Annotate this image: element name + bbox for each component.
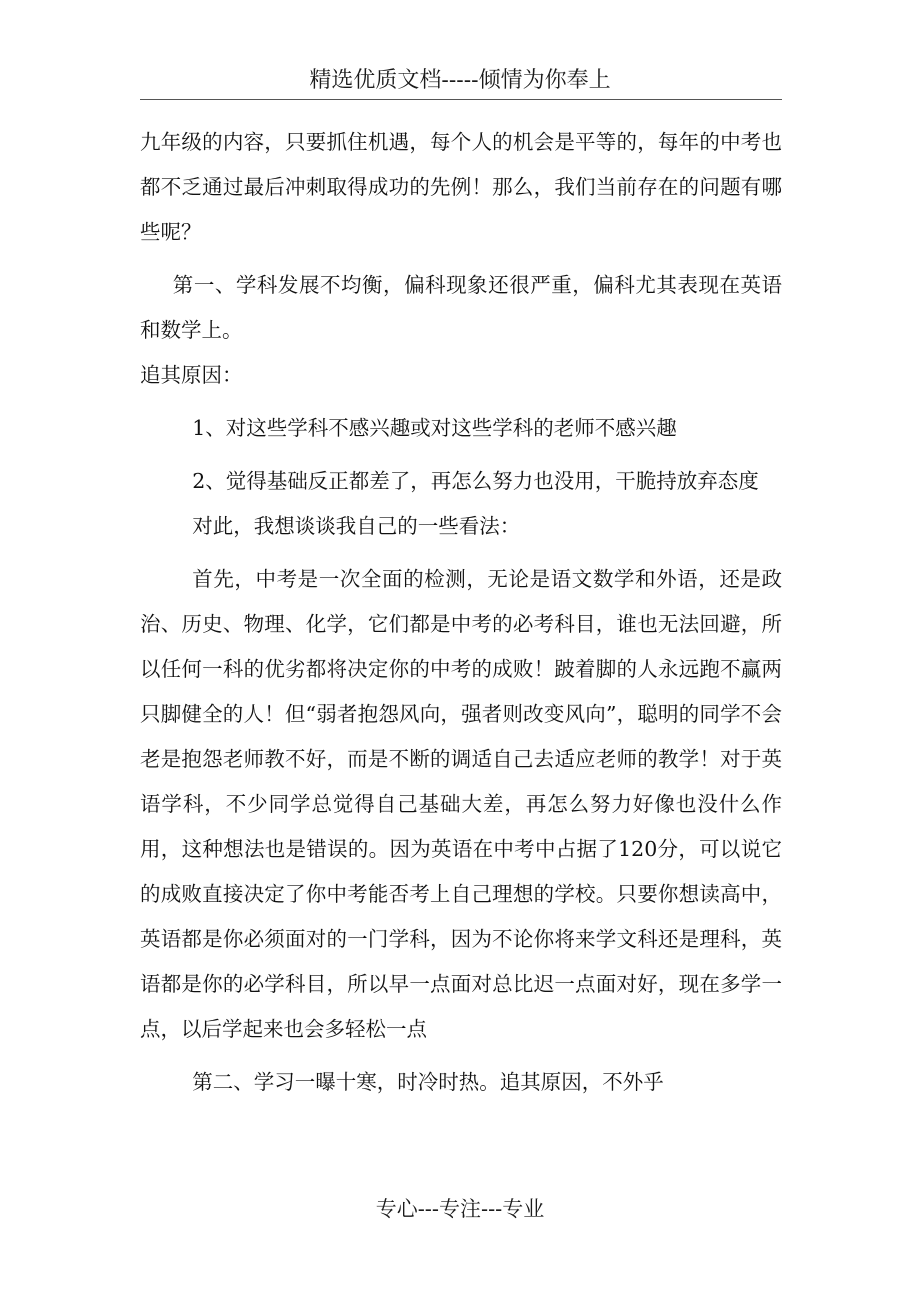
page-footer: 专心---专注---专业 bbox=[375, 1197, 545, 1221]
paragraph-firstly: 首先，中考是一次全面的检测，无论是语文数学和外语，还是政治、历史、物理、化学，它们都是中考的必考科目，谁也无法回避，所以任何一科的优劣都将决定你的中考的成败！跛着脚的人永远跑不赢两只脚健全的人！但“弱者抱怨风向，强者则改变风向”，聪明的同学不会老是抱怨老师教不好，而是不断的调适自己去适应老师的教学！对于英语学科，不少同学总觉得自己基础大差，再怎么努力好像也没什么作用，这种想法也是错误的。因为英语在中考中占据了120分，可以说它的成败直接决定了你中考能否考上自己理想的学校。只要你想读高中，英语都是你必须面对的一门学科，因为不论你将来学文科还是理科，英语都是你的必学科目，所以早一点面对总比迟一点面对好，现在多学一点，以后学起来也会多轻松一点 bbox=[140, 567, 782, 1041]
paragraph-cause-heading: 追其原因： bbox=[140, 363, 243, 387]
page-header: 精选优质文档-----倾情为你奉上 bbox=[309, 68, 611, 93]
paragraph-intro: 九年级的内容，只要抓住机遇，每个人的机会是平等的，每年的中考也都不乏通过最后冲刺取得成功的先例！那么，我们当前存在的问题有哪些呢？ bbox=[140, 130, 782, 244]
list-item-cause-2: 2、觉得基础反正都差了，再怎么努力也没用，干脆持放弃态度 bbox=[192, 469, 759, 493]
header-divider bbox=[140, 99, 782, 100]
paragraph-point-one: 第一、学科发展不均衡，偏科现象还很严重，偏科尤其表现在英语和数学上。 bbox=[140, 273, 782, 342]
list-item-cause-1: 1、对这些学科不感兴趣或对这些学科的老师不感兴趣 bbox=[192, 416, 677, 440]
paragraph-opinion-intro: 对此，我想谈谈我自己的一些看法： bbox=[192, 514, 521, 538]
document-body bbox=[140, 120, 782, 1105]
paragraph-point-two: 第二、学习一曝十寒，时冷时热。追其原因，不外乎 bbox=[192, 1070, 664, 1094]
